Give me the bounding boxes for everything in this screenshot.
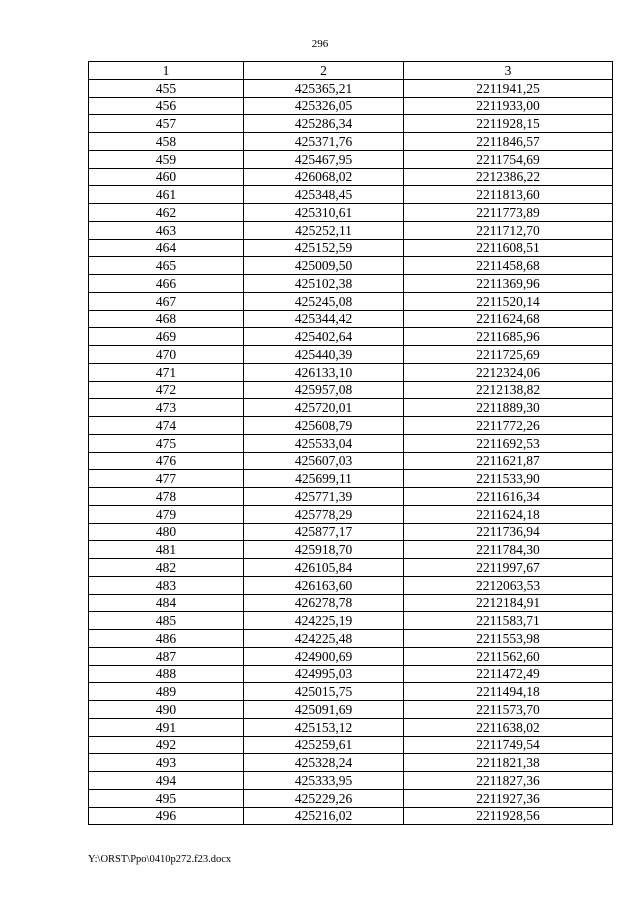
table-row — [89, 505, 613, 523]
cell-point-number: 491 — [89, 718, 244, 736]
cell-y-coordinate: 2211736,94 — [404, 523, 613, 541]
cell-x-coordinate: 424995,03 — [244, 665, 404, 683]
page-number: 296 — [311, 38, 329, 50]
cell-point-number: 468 — [89, 310, 244, 328]
cell-x-coordinate: 426163,60 — [244, 576, 404, 594]
cell-y-coordinate: 2211889,30 — [404, 399, 613, 417]
cell-y-coordinate: 2211624,18 — [404, 505, 613, 523]
table-row — [89, 718, 613, 736]
table-row — [89, 275, 613, 293]
cell-y-coordinate: 2211616,34 — [404, 488, 613, 506]
table-row — [89, 683, 613, 701]
cell-point-number: 492 — [89, 736, 244, 754]
cell-point-number: 494 — [89, 772, 244, 790]
cell-point-number: 481 — [89, 541, 244, 559]
cell-x-coordinate: 425245,08 — [244, 292, 404, 310]
table-row — [89, 754, 613, 772]
cell-y-coordinate: 2212184,91 — [404, 594, 613, 612]
cell-point-number: 493 — [89, 754, 244, 772]
cell-point-number: 464 — [89, 239, 244, 257]
footer-file-path: Y:\ORST\Ppo\0410p272.f23.docx — [88, 854, 232, 865]
cell-y-coordinate: 2211933,00 — [404, 97, 613, 115]
cell-x-coordinate: 425607,03 — [244, 452, 404, 470]
cell-x-coordinate: 425153,12 — [244, 718, 404, 736]
cell-y-coordinate: 2211821,38 — [404, 754, 613, 772]
cell-y-coordinate: 2211583,71 — [404, 612, 613, 630]
cell-y-coordinate: 2211624,68 — [404, 310, 613, 328]
cell-point-number: 477 — [89, 470, 244, 488]
cell-x-coordinate: 425699,11 — [244, 470, 404, 488]
cell-point-number: 465 — [89, 257, 244, 275]
table-row — [89, 736, 613, 754]
cell-y-coordinate: 2211846,57 — [404, 133, 613, 151]
cell-point-number: 467 — [89, 292, 244, 310]
cell-y-coordinate: 2211927,36 — [404, 789, 613, 807]
table-row — [89, 133, 613, 151]
cell-y-coordinate: 2211472,49 — [404, 665, 613, 683]
table-row — [89, 97, 613, 115]
cell-x-coordinate: 426133,10 — [244, 363, 404, 381]
cell-x-coordinate: 425152,59 — [244, 239, 404, 257]
cell-x-coordinate: 425326,05 — [244, 97, 404, 115]
table-row — [89, 239, 613, 257]
cell-x-coordinate: 425091,69 — [244, 701, 404, 719]
cell-y-coordinate: 2211997,67 — [404, 559, 613, 577]
cell-x-coordinate: 424900,69 — [244, 647, 404, 665]
table-header-row — [89, 62, 613, 80]
cell-x-coordinate: 425365,21 — [244, 79, 404, 97]
cell-x-coordinate: 425286,34 — [244, 115, 404, 133]
cell-x-coordinate: 425402,64 — [244, 328, 404, 346]
cell-x-coordinate: 425102,38 — [244, 275, 404, 293]
table-row — [89, 541, 613, 559]
cell-x-coordinate: 425608,79 — [244, 417, 404, 435]
cell-y-coordinate: 2211928,15 — [404, 115, 613, 133]
cell-point-number: 458 — [89, 133, 244, 151]
cell-x-coordinate: 424225,48 — [244, 630, 404, 648]
cell-x-coordinate: 425328,24 — [244, 754, 404, 772]
table-row — [89, 789, 613, 807]
cell-point-number: 473 — [89, 399, 244, 417]
table-row — [89, 363, 613, 381]
table-row — [89, 470, 613, 488]
cell-x-coordinate: 425252,11 — [244, 221, 404, 239]
table-row — [89, 576, 613, 594]
cell-y-coordinate: 2211784,30 — [404, 541, 613, 559]
cell-y-coordinate: 2211533,90 — [404, 470, 613, 488]
cell-point-number: 489 — [89, 683, 244, 701]
cell-x-coordinate: 426278,78 — [244, 594, 404, 612]
cell-point-number: 482 — [89, 559, 244, 577]
table-row — [89, 346, 613, 364]
cell-point-number: 457 — [89, 115, 244, 133]
table-row — [89, 257, 613, 275]
cell-y-coordinate: 2211638,02 — [404, 718, 613, 736]
table-row — [89, 310, 613, 328]
cell-y-coordinate: 2212063,53 — [404, 576, 613, 594]
cell-point-number: 472 — [89, 381, 244, 399]
table-body — [89, 79, 613, 825]
table-row — [89, 630, 613, 648]
cell-y-coordinate: 2211520,14 — [404, 292, 613, 310]
table-row — [89, 399, 613, 417]
table-row — [89, 381, 613, 399]
cell-y-coordinate: 2211725,69 — [404, 346, 613, 364]
cell-point-number: 484 — [89, 594, 244, 612]
cell-y-coordinate: 2211553,98 — [404, 630, 613, 648]
cell-point-number: 459 — [89, 150, 244, 168]
cell-y-coordinate: 2211458,68 — [404, 257, 613, 275]
cell-point-number: 488 — [89, 665, 244, 683]
cell-point-number: 479 — [89, 505, 244, 523]
cell-x-coordinate: 425371,76 — [244, 133, 404, 151]
cell-x-coordinate: 425216,02 — [244, 807, 404, 825]
cell-point-number: 466 — [89, 275, 244, 293]
cell-x-coordinate: 425229,26 — [244, 789, 404, 807]
cell-y-coordinate: 2211772,26 — [404, 417, 613, 435]
cell-y-coordinate: 2211827,36 — [404, 772, 613, 790]
cell-y-coordinate: 2211685,96 — [404, 328, 613, 346]
cell-x-coordinate: 425440,39 — [244, 346, 404, 364]
cell-y-coordinate: 2212324,06 — [404, 363, 613, 381]
cell-y-coordinate: 2211712,70 — [404, 221, 613, 239]
cell-point-number: 495 — [89, 789, 244, 807]
cell-y-coordinate: 2211494,18 — [404, 683, 613, 701]
cell-point-number: 456 — [89, 97, 244, 115]
cell-y-coordinate: 2211692,53 — [404, 434, 613, 452]
cell-point-number: 476 — [89, 452, 244, 470]
table-row — [89, 221, 613, 239]
cell-y-coordinate: 2211608,51 — [404, 239, 613, 257]
cell-y-coordinate: 2211621,87 — [404, 452, 613, 470]
cell-x-coordinate: 425778,29 — [244, 505, 404, 523]
cell-y-coordinate: 2211573,70 — [404, 701, 613, 719]
cell-point-number: 463 — [89, 221, 244, 239]
column-header-number: 1 — [89, 62, 244, 80]
cell-x-coordinate: 426105,84 — [244, 559, 404, 577]
cell-point-number: 470 — [89, 346, 244, 364]
cell-x-coordinate: 425333,95 — [244, 772, 404, 790]
table-row — [89, 594, 613, 612]
cell-point-number: 461 — [89, 186, 244, 204]
table-row — [89, 186, 613, 204]
cell-point-number: 485 — [89, 612, 244, 630]
cell-point-number: 462 — [89, 204, 244, 222]
cell-y-coordinate: 2211941,25 — [404, 79, 613, 97]
cell-y-coordinate: 2211562,60 — [404, 647, 613, 665]
cell-point-number: 480 — [89, 523, 244, 541]
cell-y-coordinate: 2211773,89 — [404, 204, 613, 222]
cell-y-coordinate: 2211749,54 — [404, 736, 613, 754]
cell-point-number: 478 — [89, 488, 244, 506]
cell-x-coordinate: 424225,19 — [244, 612, 404, 630]
cell-point-number: 490 — [89, 701, 244, 719]
cell-x-coordinate: 425344,42 — [244, 310, 404, 328]
table-row — [89, 115, 613, 133]
table-row — [89, 150, 613, 168]
cell-point-number: 486 — [89, 630, 244, 648]
cell-x-coordinate: 425877,17 — [244, 523, 404, 541]
table-row — [89, 452, 613, 470]
column-header-y: 3 — [404, 62, 613, 80]
table-row — [89, 79, 613, 97]
table-row — [89, 523, 613, 541]
coordinates-table — [88, 61, 613, 825]
cell-x-coordinate: 425918,70 — [244, 541, 404, 559]
cell-x-coordinate: 425310,61 — [244, 204, 404, 222]
cell-point-number: 483 — [89, 576, 244, 594]
table-row — [89, 701, 613, 719]
column-header-x: 2 — [244, 62, 404, 80]
table-row — [89, 665, 613, 683]
cell-point-number: 455 — [89, 79, 244, 97]
cell-x-coordinate: 425771,39 — [244, 488, 404, 506]
table-row — [89, 204, 613, 222]
cell-x-coordinate: 425009,50 — [244, 257, 404, 275]
cell-x-coordinate: 425957,08 — [244, 381, 404, 399]
cell-point-number: 460 — [89, 168, 244, 186]
cell-x-coordinate: 426068,02 — [244, 168, 404, 186]
cell-y-coordinate: 2212138,82 — [404, 381, 613, 399]
table-row — [89, 292, 613, 310]
cell-x-coordinate: 425720,01 — [244, 399, 404, 417]
cell-x-coordinate: 425533,04 — [244, 434, 404, 452]
cell-x-coordinate: 425015,75 — [244, 683, 404, 701]
cell-x-coordinate: 425348,45 — [244, 186, 404, 204]
table-row — [89, 328, 613, 346]
cell-x-coordinate: 425467,95 — [244, 150, 404, 168]
cell-y-coordinate: 2212386,22 — [404, 168, 613, 186]
cell-y-coordinate: 2211928,56 — [404, 807, 613, 825]
table-row — [89, 612, 613, 630]
table-row — [89, 647, 613, 665]
cell-x-coordinate: 425259,61 — [244, 736, 404, 754]
cell-point-number: 469 — [89, 328, 244, 346]
table-row — [89, 168, 613, 186]
cell-point-number: 475 — [89, 434, 244, 452]
table-row — [89, 488, 613, 506]
table-row — [89, 807, 613, 825]
cell-point-number: 496 — [89, 807, 244, 825]
cell-point-number: 471 — [89, 363, 244, 381]
table-row — [89, 772, 613, 790]
cell-point-number: 474 — [89, 417, 244, 435]
cell-point-number: 487 — [89, 647, 244, 665]
table-row — [89, 559, 613, 577]
cell-y-coordinate: 2211813,60 — [404, 186, 613, 204]
cell-y-coordinate: 2211754,69 — [404, 150, 613, 168]
cell-y-coordinate: 2211369,96 — [404, 275, 613, 293]
table-row — [89, 417, 613, 435]
table-header — [89, 62, 613, 80]
table-row — [89, 434, 613, 452]
